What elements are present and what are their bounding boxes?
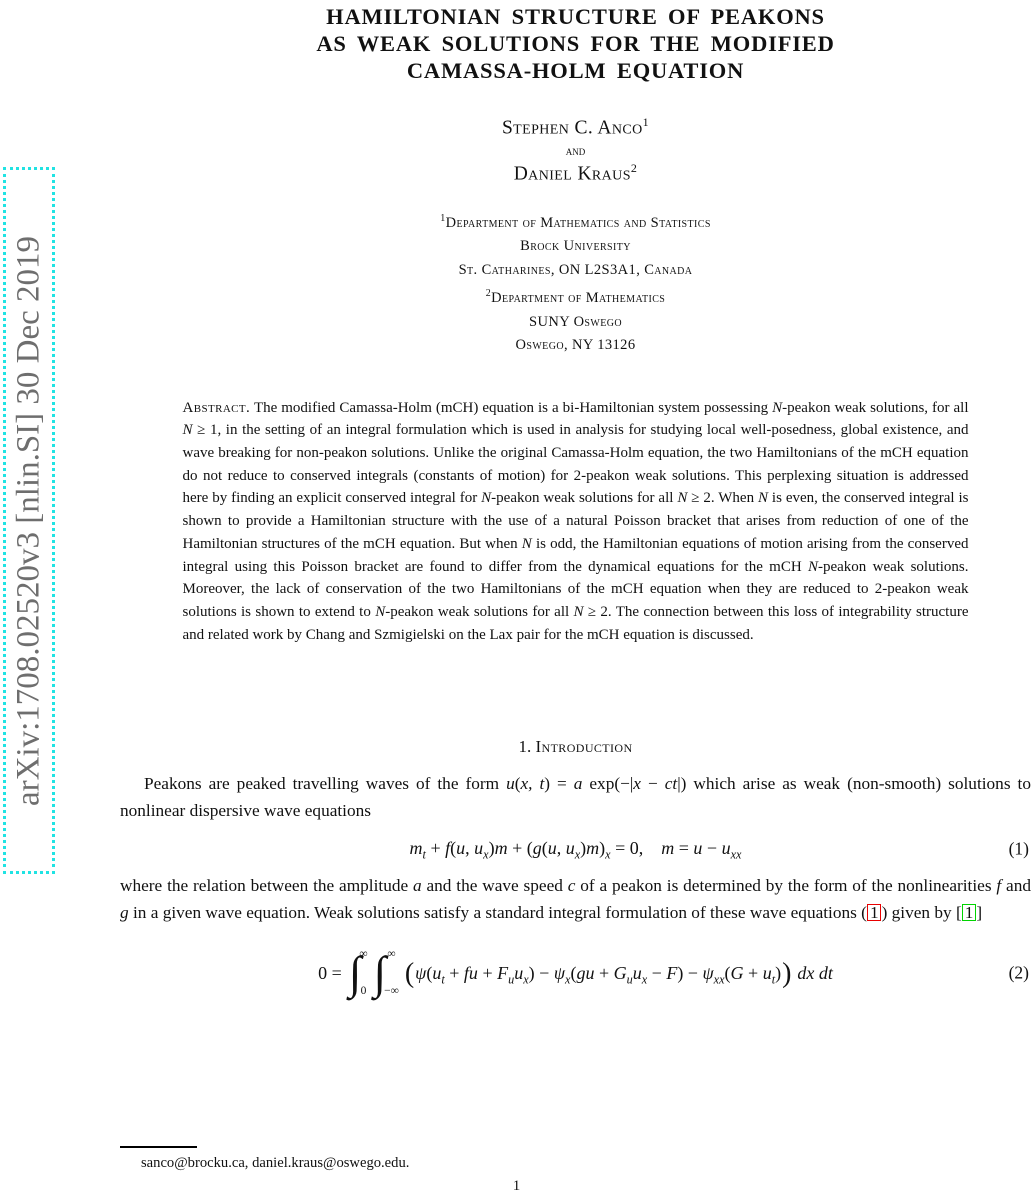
equation-2 — [120, 942, 1031, 1004]
integral-1 — [349, 948, 372, 998]
equation-2-lhs: 0 = — [318, 962, 342, 983]
intro-paragraph-2 — [120, 872, 1031, 926]
footnote — [120, 1146, 1031, 1172]
open-paren: ( — [404, 958, 415, 990]
author-2-name: Daniel Kraus — [513, 163, 631, 184]
author-2-sup: 2 — [630, 160, 638, 175]
page-content — [120, 0, 1031, 1010]
paper-title-line1: HAMILTONIAN STRUCTURE OF PEAKONS — [326, 4, 825, 29]
integral-2-lower-limit: −∞ — [384, 984, 399, 997]
affiliation-line: $^2$Department of Mathematics — [485, 288, 666, 307]
section-heading — [120, 737, 1031, 757]
arxiv-watermark-box[interactable] — [3, 167, 55, 874]
integral-1-lower-limit: 0 — [360, 984, 367, 997]
abstract — [183, 397, 969, 647]
affiliation-line: $^1$Department of Mathematics and Statistics — [440, 213, 711, 231]
footnote-emails: sanco@brocku.ca, daniel.kraus@oswego.edu. — [141, 1155, 410, 1171]
affiliation-line: SUNY Oswego — [529, 313, 622, 330]
author-1-name: Stephen C. Anco — [501, 117, 643, 139]
paper-title — [120, 0, 1031, 84]
integral-sign: ∫ — [348, 947, 362, 999]
equation-2-measure: dx dt — [797, 962, 833, 983]
abstract-text: The modified Camassa-Holm (mCH) equation is a bi-Hamiltonian system possessing N-peakon weak solutions, for all N ≥ 1, in the setting of an integral formulation which is used in analysis for studying local well-posedness, global existence, and wave breaking for non-peakon solutions. Unlike the original Camassa-Holm equation, the two Hamiltonians of the mCH equation do not reduce to conserved integrals (constants of motion) for 2-peakon weak solutions. This perplexing situation is addressed here by finding an explicit conserved integral for N-peakon weak solutions for all N ≥ 2. When N is even, the conserved integral is shown to provide a Hamiltonian structure with the use of a natural Poisson bracket that arises from reduction of one of the Hamiltonian structures of the mCH equation. But when N is odd, the Hamiltonian equations of motion arising from the conserved integral using this Poisson bracket are found to differ from the dynamical equations for the mCH N-peakon weak solutions. Moreover, the lack of conservation of the two Hamiltonians of the mCH equation when they are reduced to 2-peakon weak solutions is shown to extend to N-peakon weak solutions for all N ≥ 2. The connection between this loss of integrability structure and related work by Chang and Szmigielski on the Lax pair for the mCH equation is discussed. — [182, 399, 969, 643]
author-1 — [120, 115, 1031, 140]
page-number: 1 — [512, 1178, 521, 1194]
integral-2-upper-limit: ∞ — [387, 948, 396, 961]
footnote-rule — [120, 1146, 197, 1148]
paragraph-2-pre: where the relation between the amplitude a and the wave speed c of a peakon is determined by the form of the nonlinearities f and g in a given wave equation. Weak solutions satisfy a standard integral formulation of these wave equations ( — [120, 876, 1032, 923]
equation-1-number: (1) — [1008, 838, 1029, 859]
author-connector: and — [565, 142, 586, 158]
paragraph-2-post: ] — [976, 903, 983, 923]
affiliation-line: Oswego, NY 13126 — [515, 337, 636, 354]
close-paren: ) — [782, 958, 792, 990]
equation-1 — [120, 838, 1031, 862]
equation-2-number: (2) — [1008, 962, 1029, 983]
paper-title-line3: CAMASSA-HOLM EQUATION — [406, 58, 745, 83]
intro-paragraph-1: Peakons are peaked travelling waves of the form u(x, t) = a exp(−|x − ct|) which arise as weak (non-smooth) solutions to nonlinear dispersive wave equations — [120, 774, 1031, 821]
paper-title-line2: AS WEAK SOLUTIONS FOR THE MODIFIED — [316, 31, 835, 56]
affiliation-line: St. Catharines, ON L2S3A1, Canada — [458, 261, 693, 278]
author-2 — [120, 161, 1031, 186]
author-1-sup: 1 — [642, 115, 650, 129]
arxiv-watermark-text[interactable]: arXiv:1708.02520v3 [nlin.SI] 30 Dec 2019 — [10, 235, 47, 806]
paragraph-2-mid: ) given by [ — [881, 903, 962, 923]
affiliation-block — [120, 207, 1031, 358]
equation-2-body: $\psi(u_t$ + fu + $F_uu_x) - \psi_x(gu + G_uu_x - F) - \psi_{xx}(G + u_t)$ — [415, 962, 782, 987]
equation-reference-link[interactable]: 1 — [867, 904, 881, 921]
integral-sign: ∫ — [373, 947, 387, 999]
author-block — [120, 115, 1031, 185]
section-title: Introduction — [535, 737, 633, 757]
integral-1-upper-limit: ∞ — [359, 948, 368, 961]
citation-reference-link[interactable]: 1 — [962, 904, 976, 921]
section-number: 1. — [518, 737, 532, 757]
abstract-label: Abstract. — [182, 399, 251, 416]
integral-2 — [374, 948, 403, 998]
equation-1-body: $m_t + f(u$, $u_x)m + (g(u$, $u_x)m)_x = 0$, $m = u - u_{xx}$ — [409, 838, 742, 862]
affiliation-line: Brock University — [520, 238, 631, 255]
